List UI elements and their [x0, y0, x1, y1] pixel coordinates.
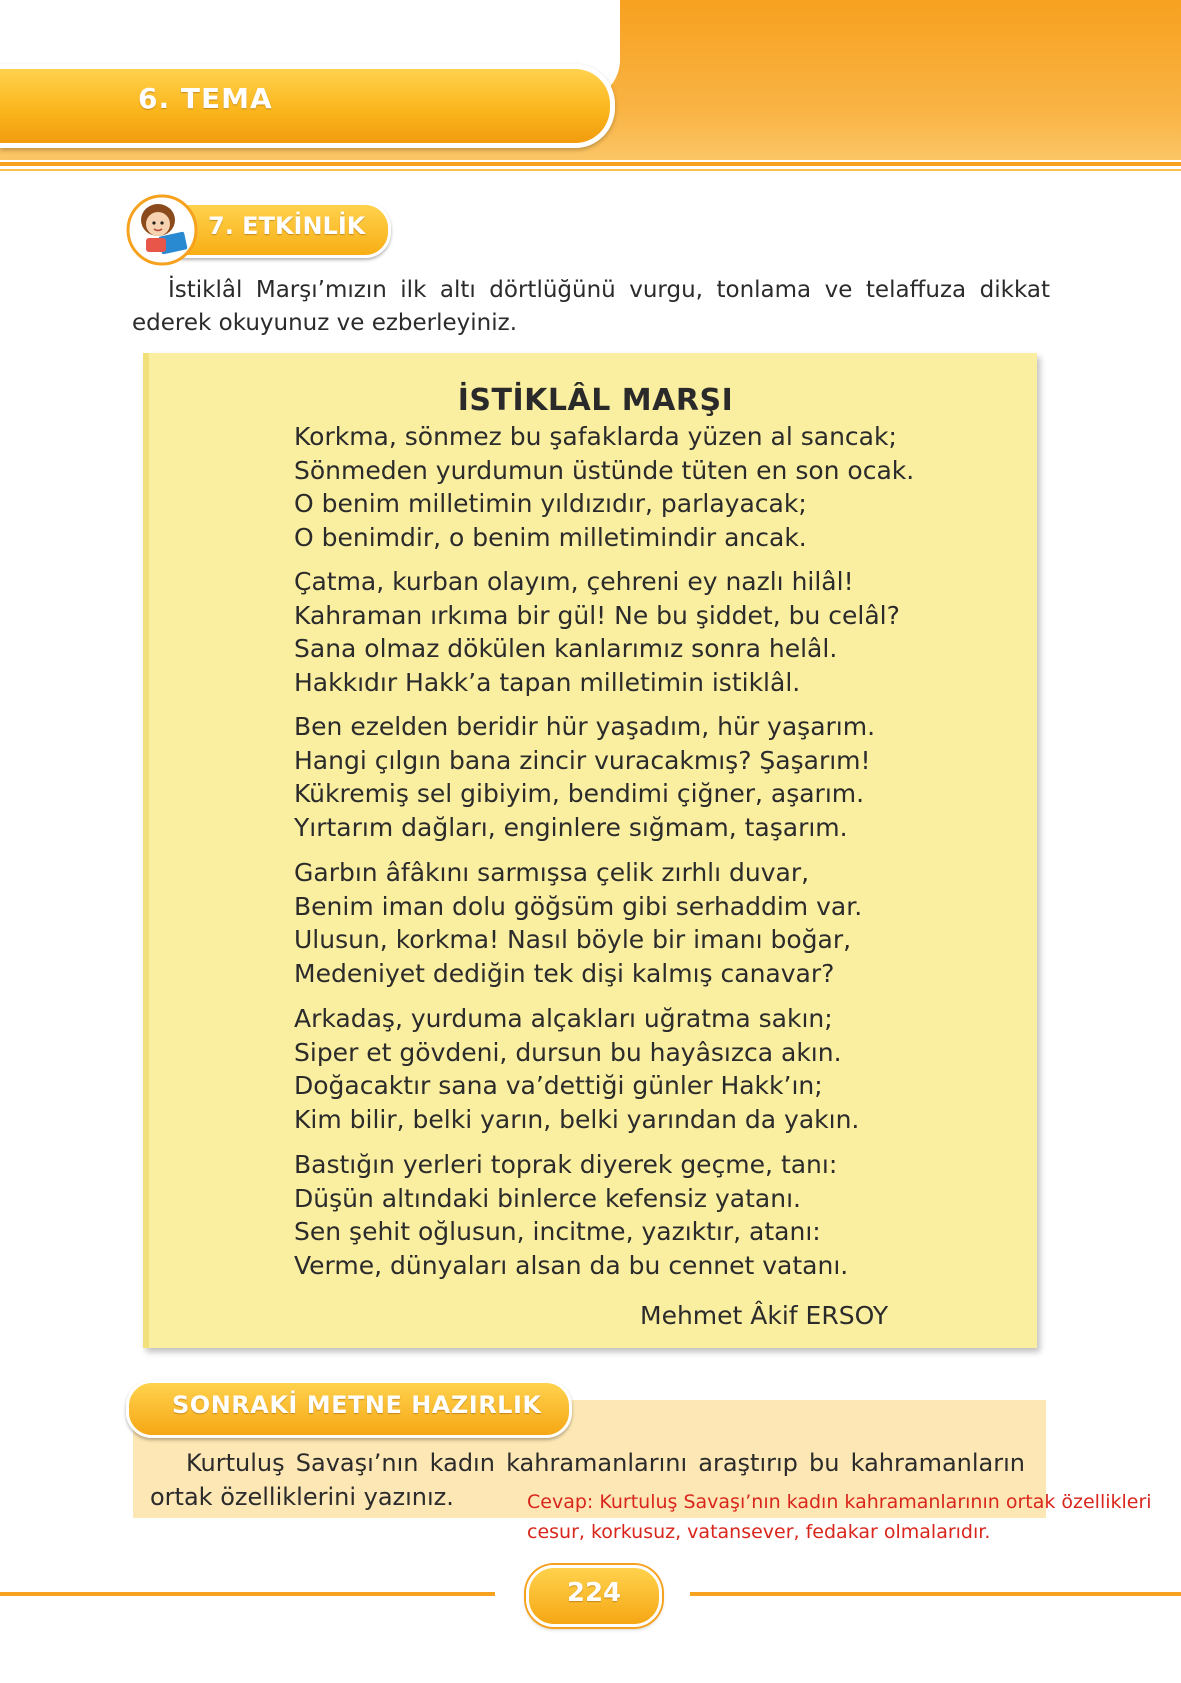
answer-text	[527, 1487, 1177, 1547]
poem-line: Medeniyet dediğin tek dişi kalmış canavar?	[294, 958, 835, 988]
poem-line: Siper et gövdeni, dursun bu hayâsızca akın.	[294, 1037, 842, 1067]
poem-line: Garbın âfâkını sarmışsa çelik zırhlı duvar,	[294, 858, 810, 887]
footer-line-left	[0, 1592, 495, 1596]
activity-instruction: İstiklâl Marşı’mızın ilk altı dörtlüğünü vurgu, tonlama ve telaffuza dikkat ederek okuyunuz ve ezberleyiniz.	[132, 277, 1050, 336]
poem-stanza-2	[294, 565, 900, 699]
theme-title: 6. TEMA	[138, 82, 273, 115]
poem-line: Arkadaş, yurduma alçakları uğratma sakın;	[294, 1004, 833, 1033]
footer-line-right	[690, 1592, 1181, 1596]
poem-line: Kim bilir, belki yarın, belki yarından da yakın.	[294, 1104, 860, 1134]
poem-line: Hakkıdır Hakk’a tapan milletimin istiklâl.	[294, 667, 801, 697]
poem-line: Verme, dünyaları alsan da bu cennet vatanı.	[294, 1250, 849, 1280]
next-text-title: SONRAKİ METNE HAZIRLIK	[172, 1391, 542, 1419]
poem-line: Ulusun, korkma! Nasıl böyle bir imanı boğar,	[294, 925, 852, 954]
poem-author: Mehmet Âkif ERSOY	[640, 1301, 889, 1330]
poem-line: O benim milletimin yıldızıdır, parlayacak;	[294, 489, 807, 518]
activity-title: 7. ETKİNLİK	[208, 212, 366, 240]
poem-stanza-4	[294, 856, 862, 990]
header-divider	[0, 160, 1181, 174]
poem-line: Kahraman ırkıma bir gül! Ne bu şiddet, bu celâl?	[294, 600, 900, 630]
poem-line: Hangi çılgın bana zincir vuracakmış? Şaşarım!	[294, 745, 871, 775]
poem-stanza-5	[294, 1002, 859, 1136]
theme-banner	[0, 64, 615, 148]
reading-girl-icon	[118, 190, 206, 266]
poem-line: Sana olmaz dökülen kanlarımız sonra helâl.	[294, 634, 838, 663]
poem-line: O benimdir, o benim milletimindir ancak.	[294, 522, 807, 552]
next-text-instruction: Kurtuluş Savaşı’nın kadın kahramanlarını araştırıp bu kahramanların ortak özelliklerini yazınız.	[150, 1449, 1025, 1511]
page-number: 224	[566, 1578, 622, 1608]
poem-title: İSTİKLÂL MARŞI	[457, 383, 734, 418]
answer-line-1: Cevap: Kurtuluş Savaşı’nın kadın kahramanlarının ortak özellikleri	[527, 1491, 1152, 1513]
poem-line: Kükremiş sel gibiyim, bendimi çiğner, aşarım.	[294, 779, 865, 808]
poem-line: Benim iman dolu göğsüm gibi serhaddim var.	[294, 891, 863, 921]
poem-line: Sen şehit oğlusun, incitme, yazıktır, atanı:	[294, 1217, 821, 1246]
poem-stanza-1	[294, 420, 914, 554]
poem-stanza-3	[294, 710, 875, 844]
poem-line: Sönmeden yurdumun üstünde tüten en son ocak.	[294, 455, 915, 485]
poem-stanza-6	[294, 1148, 848, 1282]
poem-line: Ben ezelden beridir hür yaşadım, hür yaşarım.	[294, 712, 876, 741]
answer-line-2: cesur, korkusuz, vatansever, fedakar olmalarıdır.	[527, 1521, 991, 1543]
poem-line: Bastığın yerleri toprak diyerek geçme, tanı:	[294, 1150, 838, 1179]
poem-line: Çatma, kurban olayım, çehreni ey nazlı hilâl!	[294, 567, 854, 596]
poem-line: Doğacaktır sana va’dettiği günler Hakk’ın;	[294, 1071, 823, 1100]
poem-line: Yırtarım dağları, enginlere sığmam, taşarım.	[294, 812, 848, 842]
poem-line: Düşün altındaki binlerce kefensiz yatanı.	[294, 1183, 801, 1213]
poem-line: Korkma, sönmez bu şafaklarda yüzen al sancak;	[294, 422, 897, 451]
